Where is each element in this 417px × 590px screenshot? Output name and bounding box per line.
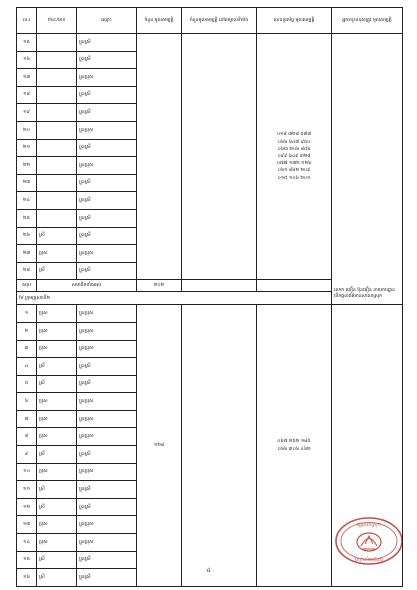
row-name: ប្អូនស្រី (77, 51, 137, 69)
row-gender: ប្រុស (37, 393, 77, 411)
row-name: ប្អូនស្រី (77, 227, 137, 245)
row-gender (37, 157, 77, 175)
row-name: ប្អូនស្រី (77, 446, 137, 464)
row-name: ប្អូនស្រី (77, 498, 137, 516)
total-description: សមាជិកទាំងអស់ (37, 280, 137, 292)
row-number: ១៩ (17, 104, 37, 122)
header-place: ចំនួនមូលសម្បត្តិ នៅសម្គាល់ទីតាំង (182, 8, 257, 34)
row-number: ៣ (17, 340, 37, 358)
row-name: ប្អូនស្រី (77, 209, 137, 227)
row-name: ប្អូនស្រី (77, 358, 137, 376)
total-phone (257, 280, 332, 292)
row-gender: ស្រី (37, 569, 77, 587)
row-gender (37, 86, 77, 104)
row-name: ប្អូនស្រី (77, 569, 137, 587)
row-gender: ប្រុស (37, 305, 77, 323)
group2-phone-list: ០៦៧ ២៥២ ១៨៥ ០៦៦ ៣០៦ ៤៦២ (257, 305, 332, 587)
row-number: ៧ (17, 410, 37, 428)
row-name: ប្អូនប្រុស (77, 245, 137, 263)
row-number: ២ (17, 322, 37, 340)
document (16, 7, 402, 587)
row-gender: ស្រី (37, 481, 77, 499)
row-name: ប្អូនប្រុស (77, 516, 137, 534)
total-amount: ២០២ (137, 280, 182, 292)
seal-emblem-icon (361, 536, 377, 549)
row-number: ៦ (17, 393, 37, 411)
header-gender: ឋានៈ/ភេទ (37, 8, 77, 34)
table-row (17, 34, 403, 52)
row-gender: ស្រី (37, 227, 77, 245)
row-number: ១៥ (17, 34, 37, 52)
row-name: ប្អូនប្រុស (77, 121, 137, 139)
row-gender: ស្រី (37, 446, 77, 464)
row-number: ១៧ (17, 69, 37, 87)
row-gender (37, 51, 77, 69)
row-name: ប្អូនប្រុស (77, 428, 137, 446)
row-name: ប្អូនស្រី (77, 192, 137, 210)
row-gender: ប្រុស (37, 322, 77, 340)
row-number: ៨ (17, 428, 37, 446)
row-gender (37, 104, 77, 122)
seal-cell (332, 305, 403, 587)
row-gender (37, 139, 77, 157)
row-name: ប្អូនស្រី (77, 86, 137, 104)
row-number: ៤ (17, 358, 37, 376)
row-number: ២៤ (17, 192, 37, 210)
row-gender: ប្រុស (37, 463, 77, 481)
row-number: ១៥ (17, 551, 37, 569)
row-number: ២៦ (17, 227, 37, 245)
table-row (17, 305, 403, 323)
row-gender (37, 69, 77, 87)
row-number: ២២ (17, 157, 37, 175)
group1-amount-cell (137, 34, 182, 280)
row-number: ១០ (17, 463, 37, 481)
row-name: ប្អូនស្រី (77, 551, 137, 569)
row-gender: ស្រី (37, 375, 77, 393)
header-row (17, 8, 403, 34)
row-number: ១២ (17, 498, 37, 516)
row-number: ១១ (17, 481, 37, 499)
row-gender: ប្រុស (37, 516, 77, 534)
group1-place-cell (182, 34, 257, 280)
row-number: ១៨ (17, 86, 37, 104)
group2-amount: ១២៨ (137, 305, 182, 587)
row-name: ប្អូនស្រី (77, 34, 137, 52)
header-responsible: អ្នកទទួលខុសត្រូវ មូលសម្បត្តិ (332, 8, 403, 34)
seal-inner-ring (341, 522, 397, 559)
row-number: ៥ (17, 375, 37, 393)
group2-place-cell (182, 305, 257, 587)
header-no: ល.រ (17, 8, 37, 34)
row-number: ២៧ (17, 245, 37, 263)
total-label: សរុប (17, 280, 37, 292)
row-name: ប្អូនប្រុស (77, 340, 137, 358)
row-gender: ស្រី (37, 358, 77, 376)
seal-bottom-text: ស្រុកសំរោងទង (354, 556, 384, 563)
row-number: ២៣ (17, 174, 37, 192)
total-place (182, 280, 257, 292)
page-number: ៤ (206, 567, 211, 574)
row-number: ២៨ (17, 262, 37, 280)
header-amount: ចំនួន មូលសម្បត្តិ (137, 8, 182, 34)
row-name: ប្អូនប្រុស (77, 463, 137, 481)
row-name: ប្អូនស្រី (77, 104, 137, 122)
row-name: ប្អូនប្រុស (77, 69, 137, 87)
row-gender: ស្រី (37, 498, 77, 516)
row-gender: ស្រី (37, 262, 77, 280)
row-number: ២៥ (17, 209, 37, 227)
row-name: ប្អូនប្រុស (77, 534, 137, 552)
row-number: ១៦ (17, 569, 37, 587)
row-number: ១៤ (17, 534, 37, 552)
row-gender (37, 121, 77, 139)
row-gender: ប្រុស (37, 428, 77, 446)
row-number: ១ (17, 305, 37, 323)
row-name: ប្អូនប្រុស (77, 393, 137, 411)
row-number: ១៦ (17, 51, 37, 69)
group1-phone-list: ០១៨ ៣២៨ ៥៧៧ ០៦៦ ៦៤៧ ៩៥០ ០៦៣ ២០៦ ៨៥៦ ០៩៩ ៦៤៩ ៣២៨ ០៧៧ ១៣២ ១២៦ ០៦១ ៨៦២ ២០៩ ០១៥ ១០៦ ២០១ (257, 34, 332, 280)
member-table (16, 7, 403, 587)
seal-top-text: រដ្ឋបាលស្រុក (357, 521, 381, 528)
row-gender: ប្រុស (37, 410, 77, 428)
row-gender (37, 192, 77, 210)
header-phone: លេខទូរស័ព្ទ មូលសម្បត្តិ (257, 8, 332, 34)
row-number: ១៣ (17, 516, 37, 534)
row-name: ប្អូនស្រី (77, 481, 137, 499)
row-name: ប្អូនស្រី (77, 375, 137, 393)
row-name: ប្អូនប្រុស (77, 322, 137, 340)
row-name: ប្អូនប្រុស (77, 157, 137, 175)
row-gender: ស្រី (37, 551, 77, 569)
row-name: ប្អូនស្រី (77, 139, 137, 157)
header-name: ឈ្មោះ (77, 8, 137, 34)
row-number: ២០ (17, 121, 37, 139)
row-gender: ប្រុស (37, 245, 77, 263)
row-number: ២១ (17, 139, 37, 157)
row-name: ប្អូនស្រី (77, 262, 137, 280)
official-seal (334, 516, 403, 566)
row-name: ប្អូនប្រុស (77, 410, 137, 428)
row-gender: ប្រុស (37, 340, 77, 358)
section-title: IV ក្រុមគ្រួសារទី២ (17, 292, 332, 305)
row-gender (37, 209, 77, 227)
row-gender (37, 174, 77, 192)
row-number: ៩ (17, 446, 37, 464)
row-name: ប្អូនស្រី (77, 174, 137, 192)
row-gender (37, 34, 77, 52)
responsible-person: លោក ឃឿន ប៊ុនធឿន នាយការដ្ឋាន បើកផ្តល់ព័ត៌មានសាលាស្រុក (332, 34, 403, 305)
row-name: ប្អូនប្រុស (77, 305, 137, 323)
row-gender: ប្រុស (37, 534, 77, 552)
